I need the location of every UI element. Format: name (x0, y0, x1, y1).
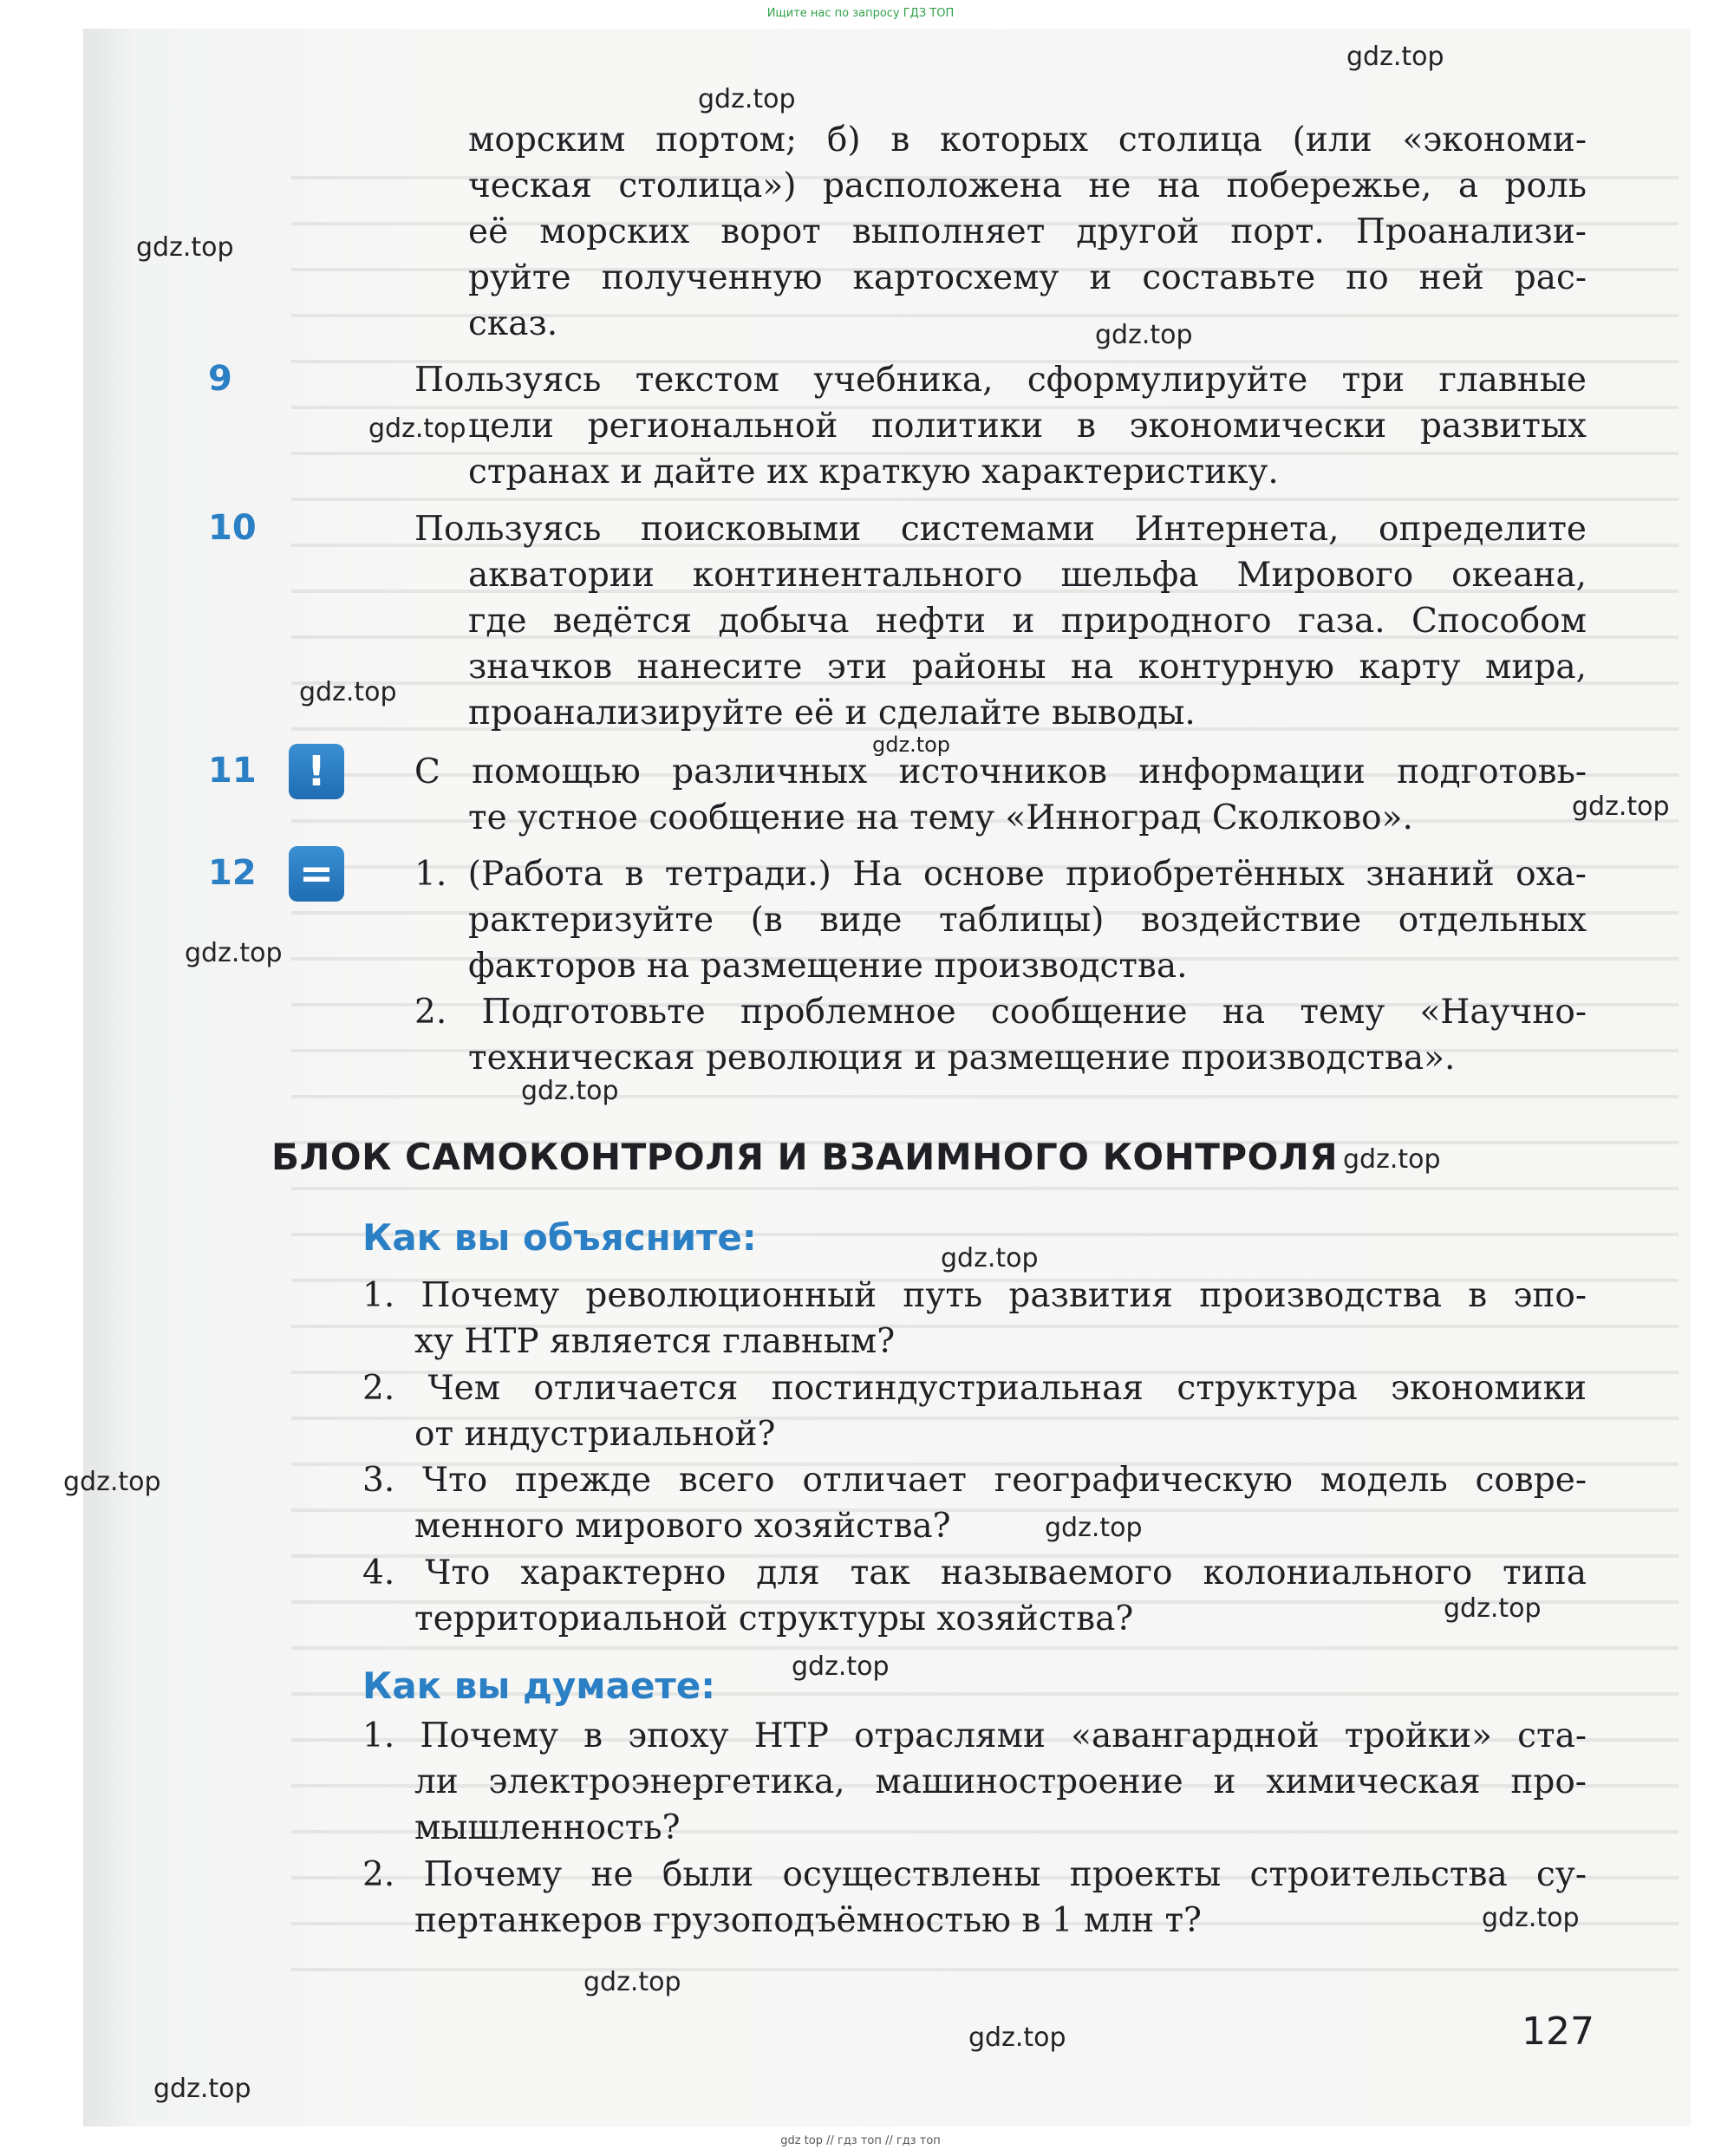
task10-line: Пользуясь поисковыми системами Интернета, определите (414, 510, 1587, 549)
explain-line: 1. Почему революционный путь развития производства в эпо- (362, 1276, 1587, 1315)
page-number: 127 (1522, 2009, 1594, 2054)
intro-line: ческая столица») расположена не на побережье, а роль (468, 166, 1587, 205)
task9-line: странах и дайте их краткую характеристику. (468, 453, 1279, 492)
watermark: gdz.top (299, 677, 397, 707)
explain-line: территориальной структуры хозяйства? (414, 1599, 1134, 1638)
watermark: gdz.top (698, 84, 796, 114)
task12-line: техническая революция и размещение производства». (468, 1039, 1456, 1078)
exclamation-icon: ! (289, 744, 344, 799)
watermark: gdz.top (583, 1967, 681, 1997)
think-line: ли электроэнергетика, машиностроение и химическая про- (414, 1762, 1587, 1801)
task10-line: проанализируйте её и сделайте выводы. (468, 694, 1196, 733)
task9-line: цели региональной политики в экономически развитых (468, 407, 1587, 446)
watermark: gdz.top (368, 414, 466, 444)
task12-line: 1. (Работа в тетради.) На основе приобретённых знаний оха- (414, 855, 1587, 894)
intro-line: морским портом; б) в которых столица (или «экономи- (468, 121, 1587, 160)
watermark: gdz.top (1095, 320, 1193, 350)
watermark: gdz.top (1346, 42, 1444, 72)
task-number-11: 11 (208, 751, 257, 791)
task9-line: Пользуясь текстом учебника, сформулируйте три главные (414, 361, 1587, 400)
intro-line: сказ. (468, 304, 558, 343)
task10-line: значков нанесите эти районы на контурную карту мира, (468, 648, 1587, 687)
think-line: 2. Почему не были осуществлены проекты строительства су- (362, 1855, 1587, 1894)
think-line: 1. Почему в эпоху НТР отраслями «авангардной тройки» ста- (362, 1716, 1587, 1755)
watermark: gdz.top (872, 733, 951, 757)
task12-line: факторов на размещение производства. (468, 947, 1188, 986)
watermark: gdz.top (1045, 1513, 1143, 1543)
task10-line: акватории континентального шельфа Мирового океана, (468, 556, 1587, 595)
watermark: gdz.top (968, 2022, 1066, 2053)
watermark: gdz.top (1343, 1144, 1441, 1175)
watermark: gdz.top (63, 1467, 161, 1497)
task11-line: С помощью различных источников информации подготовь- (414, 752, 1587, 791)
task-number-12: 12 (208, 853, 257, 893)
explain-line: от индустриальной? (414, 1415, 776, 1454)
think-line: пертанкеров грузоподъёмностью в 1 млн т? (414, 1901, 1202, 1940)
watermark: gdz.top (792, 1651, 890, 1682)
explain-line: 2. Чем отличается постиндустриальная структура экономики (362, 1369, 1587, 1408)
task12-line: рактеризуйте (в виде таблицы) воздействие отдельных (468, 901, 1587, 940)
watermark: gdz.top (521, 1076, 619, 1106)
watermark: gdz.top (1444, 1593, 1542, 1624)
section-title: БЛОК САМОКОНТРОЛЯ И ВЗАИМНОГО КОНТРОЛЯ (271, 1136, 1339, 1178)
footer-links[interactable]: gdz top // гдз топ // гдз топ (780, 2134, 941, 2147)
watermark: gdz.top (185, 938, 283, 968)
watermark: gdz.top (941, 1243, 1039, 1273)
notebook-icon: = (289, 846, 344, 902)
watermark: gdz.top (153, 2074, 251, 2104)
task12-line: 2. Подготовьте проблемное сообщение на тему «Научно- (414, 993, 1587, 1032)
task-number-10: 10 (208, 508, 257, 548)
explain-line: ху НТР является главным? (414, 1322, 896, 1361)
watermark: gdz.top (1572, 791, 1670, 822)
watermark: gdz.top (1482, 1903, 1580, 1933)
task-number-9: 9 (208, 359, 232, 399)
intro-line: руйте полученную картосхему и составьте по ней рас- (468, 258, 1587, 297)
watermark: gdz.top (136, 232, 234, 263)
explain-line: 4. Что характерно для так называемого колониального типа (362, 1553, 1587, 1593)
explain-line: 3. Что прежде всего отличает географическую модель совре- (362, 1461, 1587, 1500)
top-banner[interactable]: Ищите нас по запросу ГДЗ ТОП (766, 7, 955, 20)
intro-line: её морских ворот выполняет другой порт. Проанализи- (468, 212, 1587, 251)
explain-heading: Как вы объясните: (362, 1216, 757, 1259)
explain-line: менного мирового хозяйства? (414, 1507, 951, 1546)
think-line: мышленность? (414, 1808, 681, 1847)
task11-line: те устное сообщение на тему «Инноград Сколково». (468, 798, 1413, 837)
task10-line: где ведётся добыча нефти и природного газа. Способом (468, 602, 1587, 641)
think-heading: Как вы думаете: (362, 1664, 716, 1707)
